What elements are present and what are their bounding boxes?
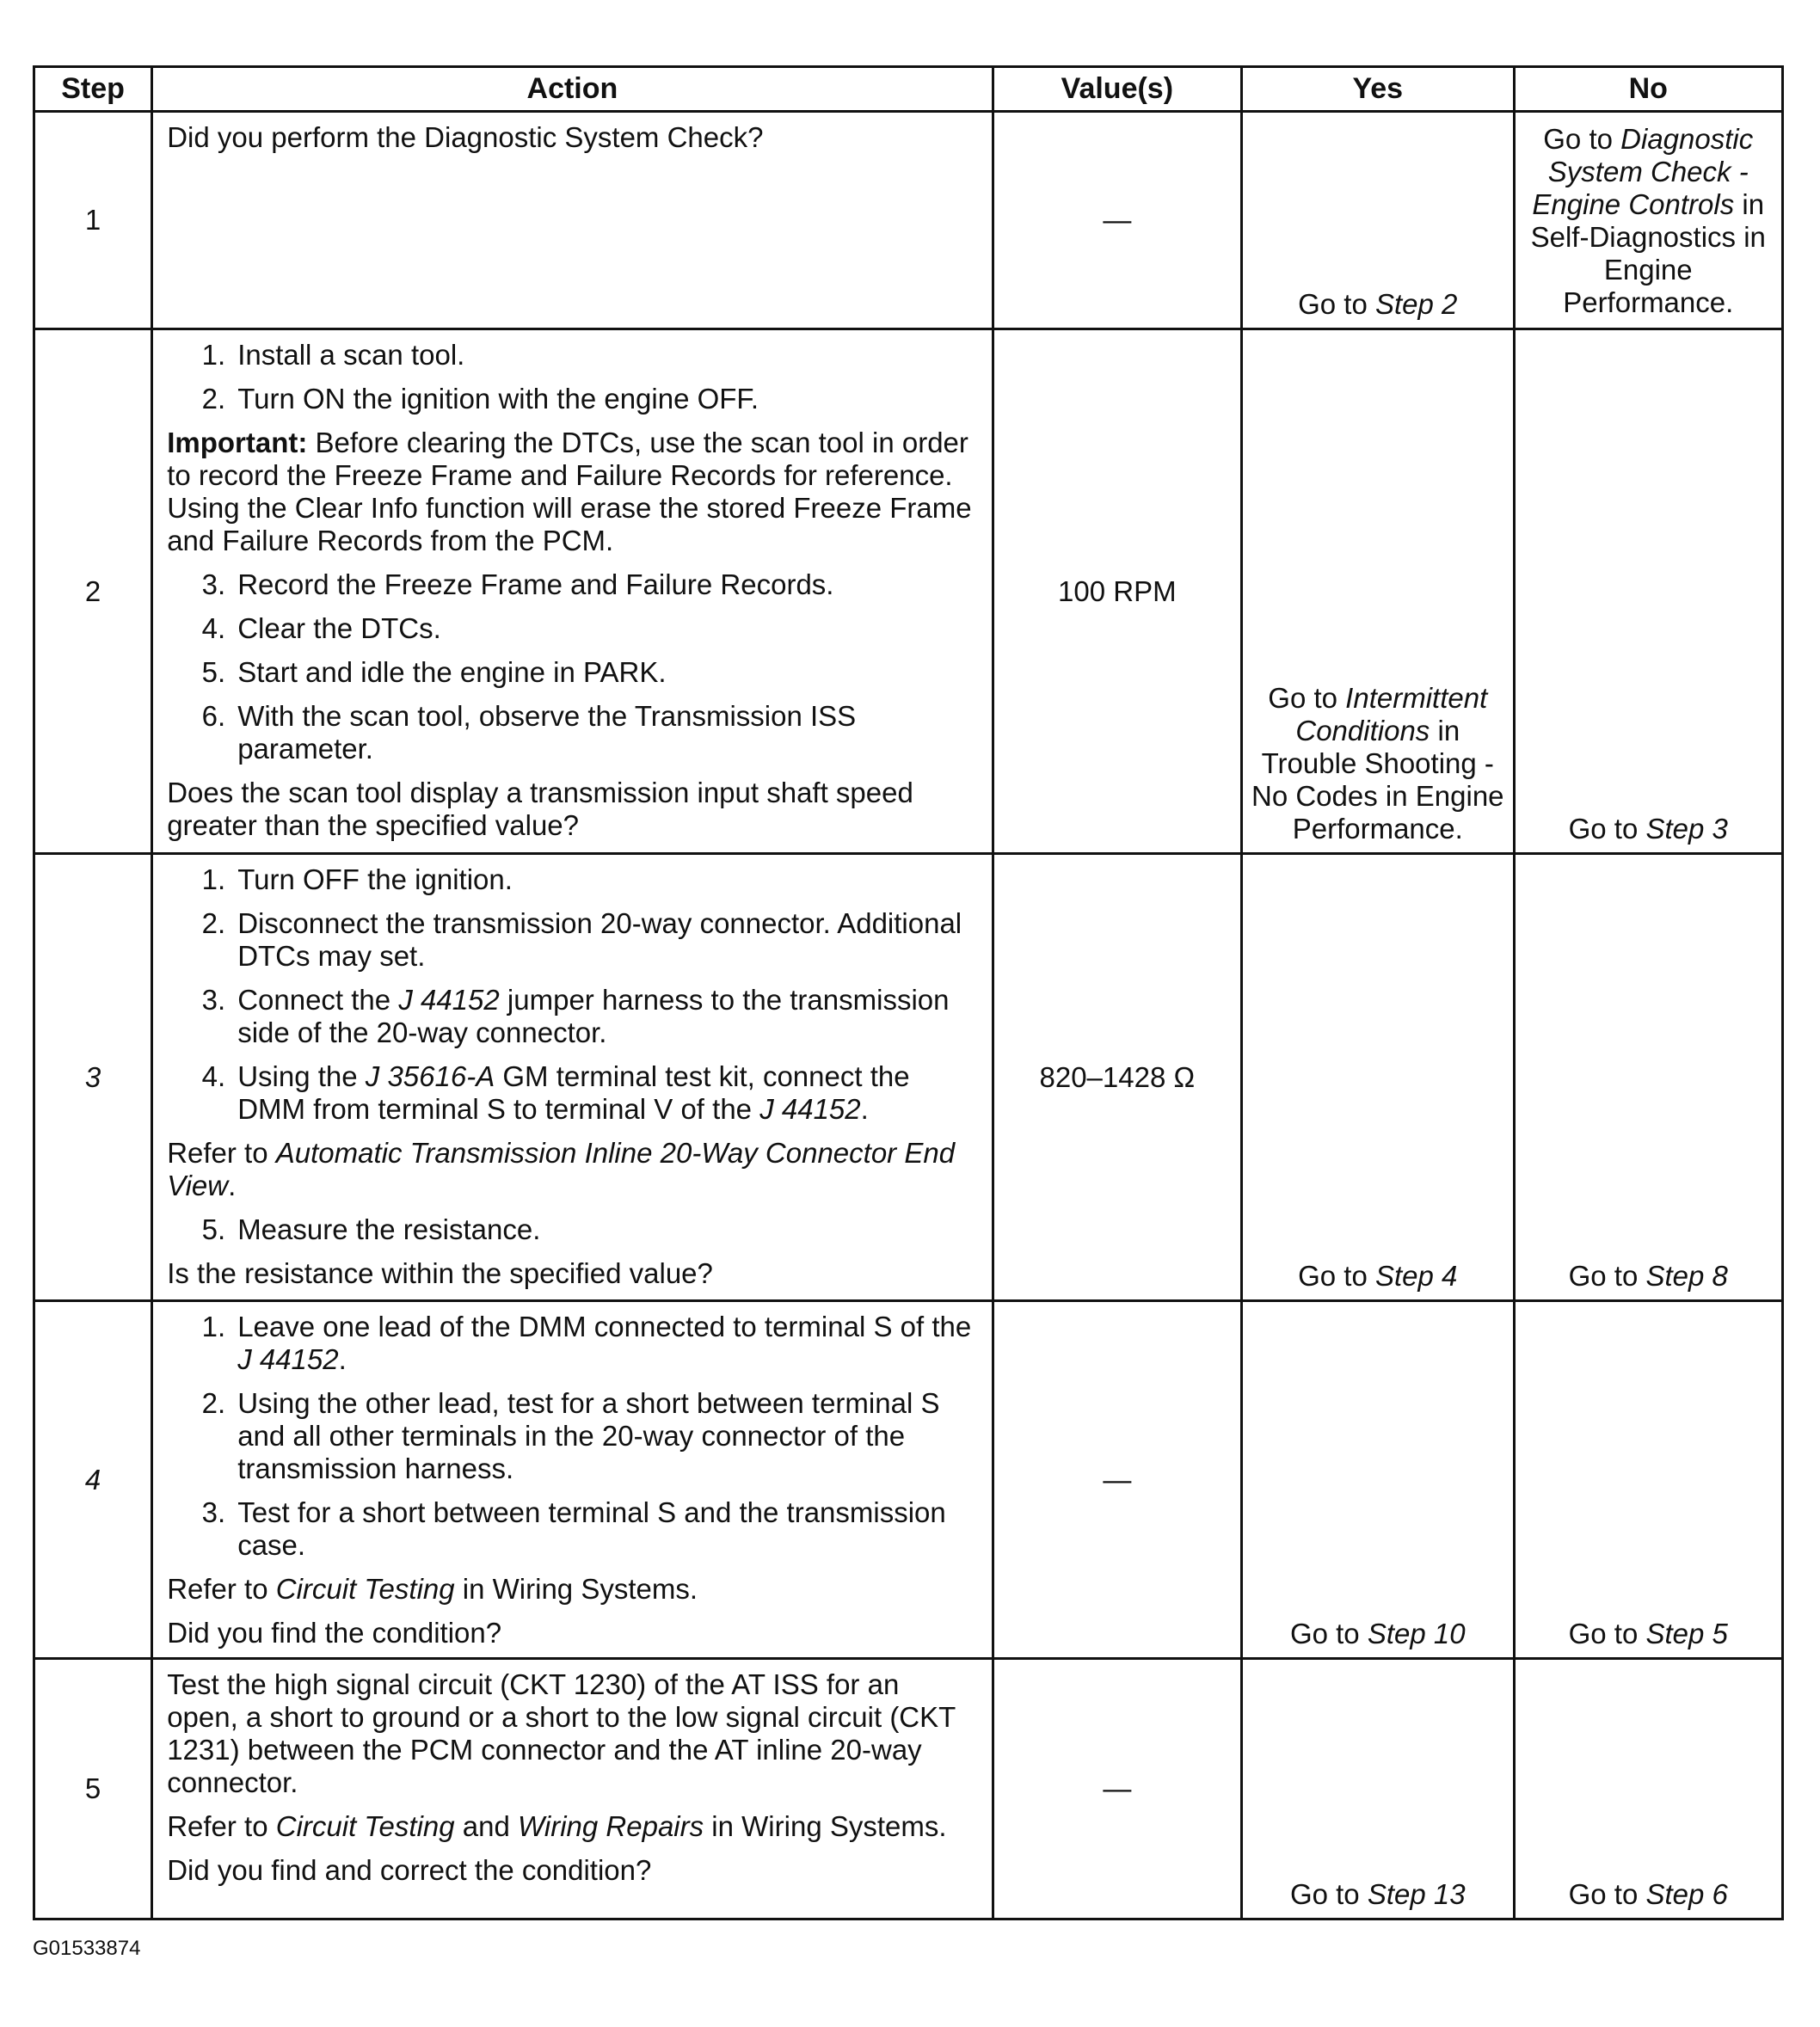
header-no: No (1514, 67, 1783, 112)
header-row (34, 67, 1783, 112)
action-question: Does the scan tool display a transmission input shaft speed greater than the specified value? (167, 777, 913, 841)
action-substep: 4. Clear the DTCs. (201, 612, 441, 644)
no-cell: Go to Step 5 (1514, 1301, 1783, 1659)
yes-link[interactable]: Step 4 (1375, 1260, 1458, 1292)
action-text: Test the high signal circuit (CKT 1230) of the AT ISS for an open, a short to ground or a short to the low signal circuit (CKT 1231) between the PCM connector and the AT inline 20-way connector. (167, 1668, 956, 1798)
diagnostic-table (33, 65, 1784, 1920)
yes-cell: Go to Step 13 (1242, 1659, 1514, 1920)
action-substep: 1. Leave one lead of the DMM connected to terminal S of the J 44152. (201, 1311, 972, 1375)
table-row (34, 329, 1783, 854)
no-link[interactable]: Step 6 (1645, 1878, 1728, 1910)
step-number: 4 (34, 1301, 152, 1659)
value-cell: 100 RPM (993, 329, 1241, 854)
refer-link[interactable]: Wiring Repairs (518, 1810, 704, 1842)
yes-link[interactable]: Step 10 (1367, 1618, 1466, 1649)
yes-cell: Go to Step 4 (1242, 854, 1514, 1301)
yes-link[interactable]: Step 2 (1375, 288, 1458, 320)
no-cell: Go to Step 8 (1514, 854, 1783, 1301)
action-cell (152, 329, 993, 854)
action-question: Is the resistance within the specified value? (167, 1257, 713, 1289)
no-cell: Go to Diagnostic System Check - Engine Controls in Self-Diagnostics in Engine Performance. (1514, 112, 1783, 329)
action-substep: 5. Start and idle the engine in PARK. (201, 656, 667, 688)
action-question: Did you find and correct the condition? (167, 1854, 652, 1886)
step-number: 2 (34, 329, 152, 854)
no-cell: Go to Step 3 (1514, 329, 1783, 854)
important-note: Important: Before clearing the DTCs, use the scan tool in order to record the Freeze Frame and Failure Records for reference. Using the Clear Info function will erase the stored Freeze Frame and Failure Records from the PCM. (167, 427, 972, 556)
refer-note: Refer to Circuit Testing and Wiring Repairs in Wiring Systems. (167, 1810, 947, 1842)
refer-link[interactable]: Automatic Transmission Inline 20-Way Connector End View (167, 1137, 956, 1201)
action-substep: 2. Disconnect the transmission 20-way connector. Additional DTCs may set. (201, 907, 962, 972)
action-substep: 3. Test for a short between terminal S and the transmission case. (201, 1496, 946, 1561)
header-step: Step (34, 67, 152, 112)
no-link[interactable]: Step 8 (1645, 1260, 1728, 1292)
action-cell (152, 1301, 993, 1659)
action-substep: 5. Measure the resistance. (201, 1213, 541, 1245)
action-cell (152, 854, 993, 1301)
step-number: 3 (34, 854, 152, 1301)
action-cell (152, 1659, 993, 1920)
tool-ref: J 44152 (237, 1343, 339, 1375)
yes-cell: Go to Step 2 (1242, 112, 1514, 329)
action-substep: 4. Using the J 35616-A GM terminal test kit, connect the DMM from terminal S to terminal V of the J 44152. (201, 1060, 910, 1125)
action-cell (152, 112, 993, 329)
no-link[interactable]: Diagnostic System Check - Engine Controls (1532, 123, 1754, 220)
header-action: Action (152, 67, 993, 112)
action-question: Did you perform the Diagnostic System Check? (167, 121, 764, 153)
no-link[interactable]: Step 5 (1645, 1618, 1728, 1649)
refer-link[interactable]: Circuit Testing (275, 1573, 455, 1605)
action-substep: 3. Connect the J 44152 jumper harness to the transmission side of the 20-way connector. (201, 984, 950, 1048)
refer-note: Refer to Circuit Testing in Wiring Systems. (167, 1573, 698, 1605)
value-cell: — (993, 1659, 1241, 1920)
tool-ref: J 35616-A (365, 1060, 495, 1092)
value-cell: — (993, 1301, 1241, 1659)
no-link[interactable]: Step 3 (1645, 813, 1728, 845)
step-number: 1 (34, 112, 152, 329)
action-substep: 2. Using the other lead, test for a short between terminal S and all other terminals in the 20-way connector of the transmission harness. (201, 1387, 940, 1484)
tool-ref: J 44152 (398, 984, 500, 1016)
action-substep: 2. Turn ON the ignition with the engine OFF. (201, 383, 759, 415)
yes-link[interactable]: Step 13 (1367, 1878, 1466, 1910)
value-cell: — (993, 112, 1241, 329)
yes-cell: Go to Intermittent Conditions in Trouble Shooting - No Codes in Engine Performance. (1242, 329, 1514, 854)
header-yes: Yes (1242, 67, 1514, 112)
action-substep: 1. Install a scan tool. (201, 339, 465, 371)
header-value: Value(s) (993, 67, 1241, 112)
tool-ref: J 44152 (759, 1093, 861, 1125)
table-row (34, 1659, 1783, 1920)
action-substep: 3. Record the Freeze Frame and Failure Records. (201, 568, 834, 600)
figure-id: G01533874 (33, 1937, 141, 1960)
step-number: 5 (34, 1659, 152, 1920)
action-substep: 6. With the scan tool, observe the Transmission ISS parameter. (201, 700, 857, 765)
no-cell: Go to Step 6 (1514, 1659, 1783, 1920)
refer-link[interactable]: Circuit Testing (275, 1810, 455, 1842)
yes-cell: Go to Step 10 (1242, 1301, 1514, 1659)
table-row (34, 112, 1783, 329)
table-row (34, 854, 1783, 1301)
action-substep: 1. Turn OFF the ignition. (201, 863, 513, 895)
action-question: Did you find the condition? (167, 1617, 502, 1649)
table-row (34, 1301, 1783, 1659)
refer-note: Refer to Automatic Transmission Inline 20-Way Connector End View. (167, 1137, 956, 1201)
value-cell: 820–1428 Ω (993, 854, 1241, 1301)
yes-link[interactable]: Intermittent Conditions (1295, 682, 1488, 746)
